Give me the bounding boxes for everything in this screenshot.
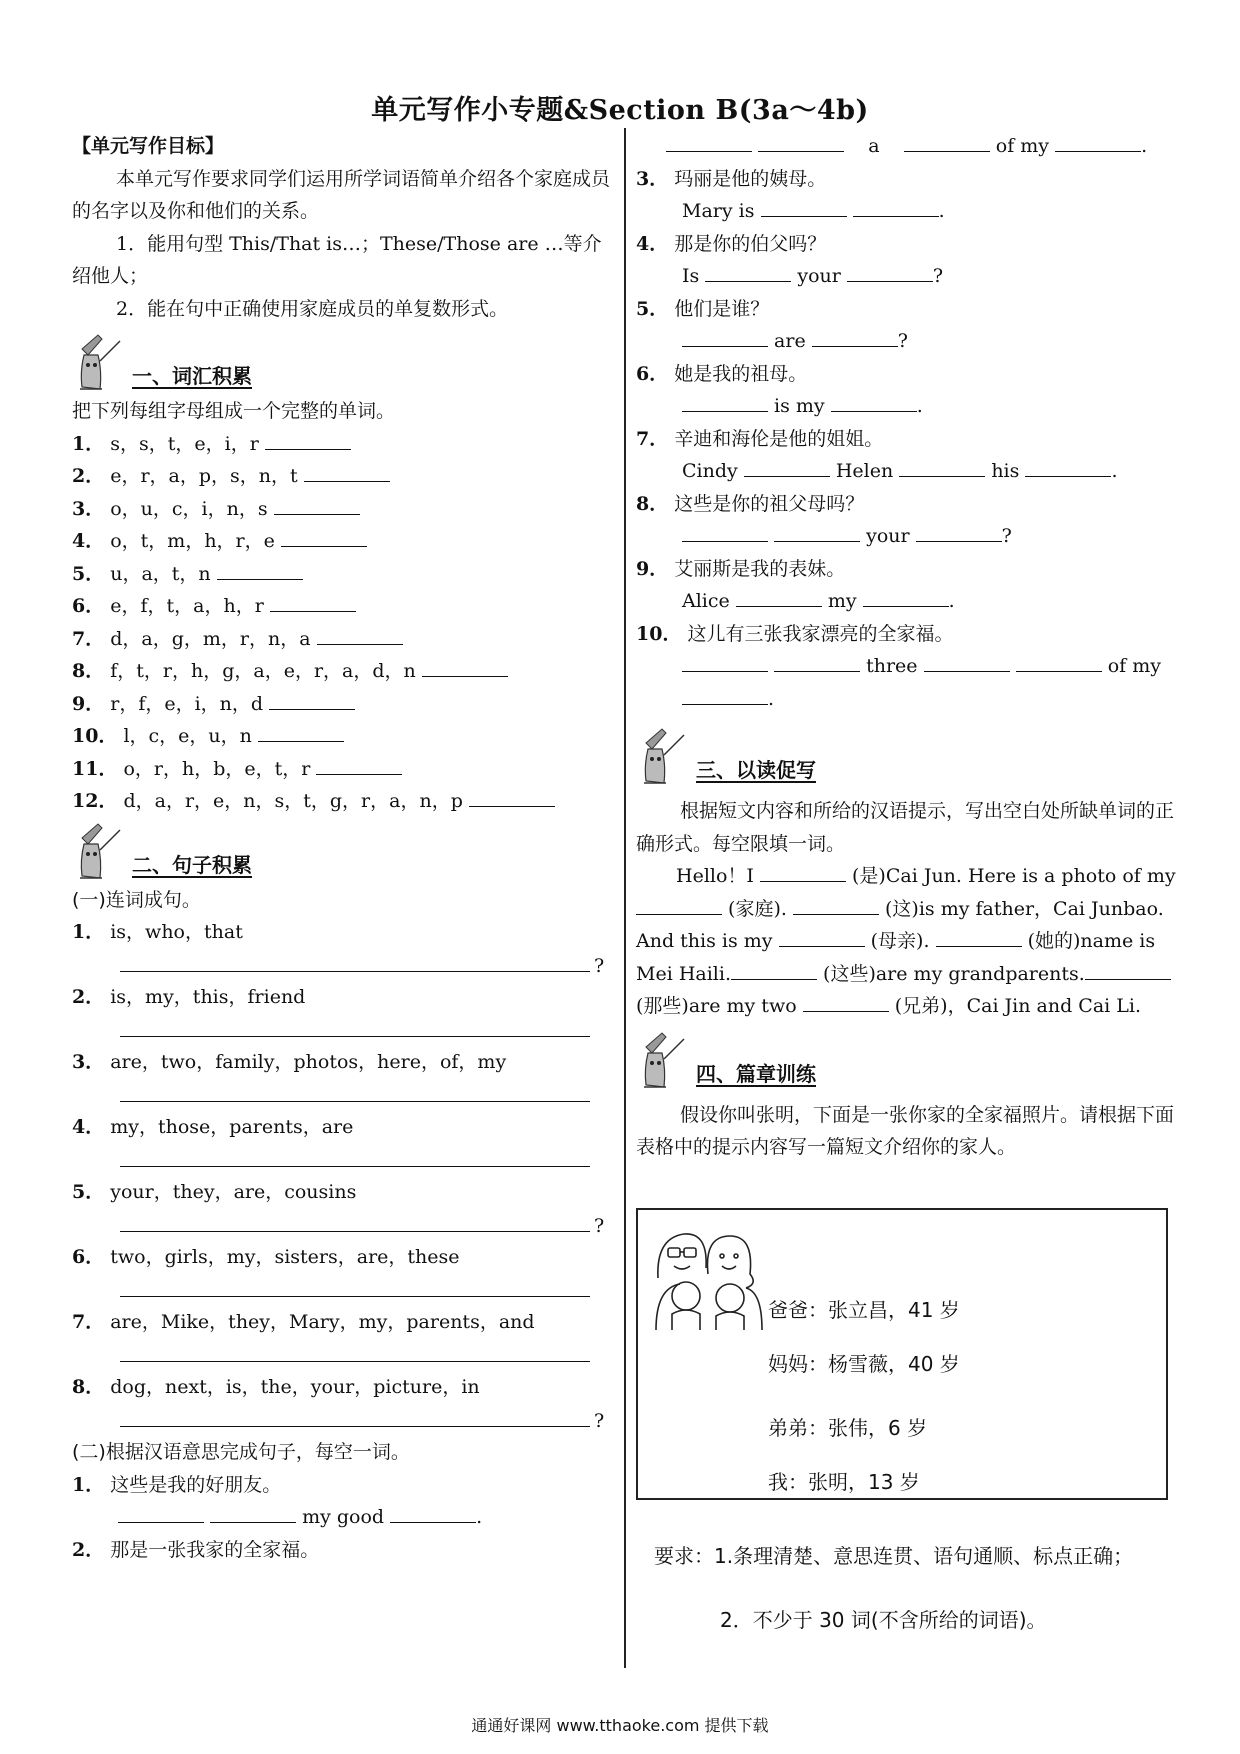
word-order-item: 7． are，Mike，they，Mary，my，parents，and [72, 1311, 535, 1333]
answer-blank[interactable] [666, 131, 752, 152]
part2-title: (二)根据汉语意思完成句子，每空一词。 [72, 1441, 410, 1463]
vocab-item: 5． u，a，t，n [72, 558, 612, 591]
answer-blank[interactable] [682, 326, 768, 347]
translation-item-7: 7． 辛迪和海伦是他的姐姐。 [636, 427, 884, 450]
translation-answer-5: are ? [636, 325, 1176, 358]
writing-instruction: 假设你叫张明，下面是一张你家的全家福照片。请根据下面表格中的提示内容写一篇短文介绍你的家人。 [636, 1103, 1175, 1158]
column-divider [624, 128, 626, 1668]
answer-blank[interactable] [269, 689, 355, 710]
answer-line[interactable] [120, 1079, 590, 1102]
answer-blank[interactable] [936, 926, 1022, 947]
answer-blank[interactable] [847, 261, 933, 282]
answer-blank[interactable] [682, 391, 768, 412]
pencil-mascot-icon [636, 1029, 688, 1093]
vocab-item: 11． o，r，h，b，e，t，r [72, 753, 612, 786]
answer-blank[interactable] [731, 959, 817, 980]
word-order-answer [72, 1079, 612, 1112]
requirement-1: 要求：1.条理清楚、意思连贯、语句通顺、标点正确； [654, 1544, 1134, 1568]
answer-blank[interactable] [469, 786, 555, 807]
answer-blank[interactable] [682, 521, 768, 542]
answer-blank[interactable] [863, 586, 949, 607]
word-order-item: 5． your，they，are，cousins [72, 1181, 357, 1203]
translation-item-5: 5． 他们是谁？ [636, 297, 770, 320]
reading-line-5: (那些)are my two (兄弟)，Cai Jin and Cai Li. [636, 990, 1176, 1023]
answer-blank[interactable] [853, 196, 939, 217]
reading-line-2: (家庭). (这)is my father，Cai Junbao. [636, 893, 1176, 926]
answer-blank[interactable] [916, 521, 1002, 542]
answer-blank[interactable] [304, 461, 390, 482]
writing-heading: 四、篇章训练 [696, 1061, 816, 1086]
writing-section-header [636, 1029, 1176, 1093]
answer-blank[interactable] [924, 651, 1010, 672]
word-order-item: 4． my，those，parents，are [72, 1116, 354, 1138]
translation-answer-10-cont: . [636, 683, 1176, 716]
family-member-father: 爸爸：张立昌，41 岁 [768, 1298, 960, 1322]
translation-answer-7: Cindy Helen his . [636, 455, 1176, 488]
reading-heading: 三、以读促写 [696, 758, 816, 782]
vocab-section-header [72, 331, 612, 395]
translation-answer-3: Mary is . [636, 195, 1176, 228]
answer-blank[interactable] [1055, 131, 1141, 152]
translation-answer-8: your ? [636, 520, 1176, 553]
answer-blank[interactable] [1025, 456, 1111, 477]
vocab-item: 6． e，f，t，a，h，r [72, 590, 612, 623]
goal-item-1: 1．能用句型 This/That is…；These/Those are …等介绍他人； [72, 232, 602, 287]
word-order-answer [72, 1014, 612, 1047]
answer-blank[interactable] [265, 429, 351, 450]
answer-blank[interactable] [390, 1502, 476, 1523]
answer-blank[interactable] [812, 326, 898, 347]
translation-item-10: 10． 这儿有三张我家漂亮的全家福。 [636, 622, 954, 645]
answer-blank[interactable] [281, 526, 367, 547]
translation-item-6: 6． 她是我的祖母。 [636, 362, 808, 385]
vocab-item: 10． l，c，e，u，n [72, 720, 612, 753]
vocab-item: 12． d，a，r，e，n，s，t，g，r，a，n，p [72, 785, 612, 818]
sentences-heading: 二、句子积累 [132, 852, 252, 877]
answer-blank[interactable] [904, 131, 990, 152]
translation-answer-10: three of my [636, 650, 1176, 683]
word-order-item: 6． two，girls，my，sisters，are，these [72, 1246, 460, 1268]
vocab-item: 4． o，t，m，h，r，e [72, 525, 612, 558]
answer-blank[interactable] [210, 1502, 296, 1523]
answer-blank[interactable] [761, 196, 847, 217]
family-member-me: 我：张明，13 岁 [768, 1470, 920, 1494]
vocab-item: 8． f，t，r，h，g，a，e，r，a，d，n [72, 655, 612, 688]
answer-line[interactable] [120, 1404, 590, 1427]
translation-item-2: 2． 那是一张我家的全家福。 [72, 1538, 320, 1561]
answer-line[interactable] [120, 949, 590, 972]
answer-blank[interactable] [831, 391, 917, 412]
pencil-mascot-icon [72, 331, 124, 395]
answer-blank[interactable] [793, 894, 879, 915]
reading-line-4: Mei Haili. (这些)are my grandparents. [636, 958, 1176, 991]
word-order-list [72, 916, 612, 1436]
word-order-answer [72, 1339, 612, 1372]
vocab-item: 9． r，f，e，i，n，d [72, 688, 612, 721]
word-order-answer: ? [72, 1209, 612, 1242]
page-title: 单元写作小专题&Section B(3a～4b) [371, 95, 869, 126]
translation-item-1: 1． 这些是我的好朋友。 [72, 1473, 282, 1496]
answer-blank[interactable] [803, 991, 889, 1012]
translation-answer-1: my good . [72, 1501, 612, 1534]
answer-blank[interactable] [217, 559, 303, 580]
vocab-heading: 一、词汇积累 [132, 364, 252, 388]
footer: 通通好课网 www.tthaoke.com 提供下载 [471, 1716, 769, 1735]
answer-blank[interactable] [422, 656, 508, 677]
vocab-list [72, 428, 612, 818]
vocab-item: 7． d，a，g，m，r，n，a [72, 623, 612, 656]
word-order-answer: ? [72, 949, 612, 982]
answer-line[interactable] [120, 1144, 590, 1167]
answer-blank[interactable] [682, 684, 768, 705]
vocab-item: 2． e，r，a，p，s，n，t [72, 460, 612, 493]
answer-blank[interactable] [258, 721, 344, 742]
vocab-item: 3． o，u，c，i，n，s [72, 493, 612, 526]
translation-item-9: 9． 艾丽斯是我的表妹。 [636, 557, 846, 580]
translation-answer-6: is my . [636, 390, 1176, 423]
answer-blank[interactable] [779, 926, 865, 947]
translation-answer-2: a of my . [636, 130, 1176, 163]
word-order-answer: ? [72, 1404, 612, 1437]
answer-blank[interactable] [1085, 959, 1171, 980]
goal-item-2: 2．能在句中正确使用家庭成员的单复数形式。 [116, 297, 509, 320]
reading-instruction: 根据短文内容和所给的汉语提示，写出空白处所缺单词的正确形式。每空限填一词。 [636, 800, 1175, 855]
answer-blank[interactable] [736, 586, 822, 607]
sentences-section-header [72, 820, 612, 884]
translation-answer-9: Alice my . [636, 585, 1176, 618]
requirement-2: 2．不少于 30 词(不含所给的词语)。 [720, 1608, 1047, 1632]
family-member-brother: 弟弟：张伟，6 岁 [768, 1416, 928, 1440]
answer-blank[interactable] [118, 1502, 204, 1523]
answer-line[interactable] [120, 1339, 590, 1362]
answer-blank[interactable] [744, 456, 830, 477]
word-order-item: 8． dog，next，is，the，your，picture，in [72, 1376, 480, 1398]
answer-line[interactable] [120, 1274, 590, 1297]
family-info-box [636, 1208, 1168, 1500]
word-order-item: 1． is，who，that [72, 921, 243, 943]
part1-title: (一)连词成句。 [72, 888, 201, 911]
goals-intro: 本单元写作要求同学们运用所学词语简单介绍各个家庭成员的名字以及你和他们的关系。 [72, 167, 611, 222]
pencil-mascot-icon [72, 820, 124, 884]
translation-answer-4: Is your ? [636, 260, 1176, 293]
translation-item-8: 8． 这些是你的祖父母吗？ [636, 492, 865, 515]
answer-blank[interactable] [774, 651, 860, 672]
answer-line[interactable] [120, 1209, 590, 1232]
translation-item-3: 3． 玛丽是他的姨母。 [636, 167, 827, 190]
family-member-mother: 妈妈：杨雪薇，40 岁 [768, 1352, 960, 1376]
answer-blank[interactable] [636, 894, 722, 915]
answer-blank[interactable] [270, 591, 356, 612]
vocab-item: 1． s，s，t，e，i，r [72, 428, 612, 461]
word-order-answer [72, 1274, 612, 1307]
answer-blank[interactable] [899, 456, 985, 477]
translation-item-4: 4． 那是你的伯父吗？ [636, 232, 827, 255]
word-order-item: 3． are，two，family，photos，here，of，my [72, 1051, 507, 1073]
answer-blank[interactable] [316, 754, 402, 775]
word-order-item: 2． is，my，this，friend [72, 986, 306, 1008]
answer-blank[interactable] [1016, 651, 1102, 672]
word-order-answer [72, 1144, 612, 1177]
answer-blank[interactable] [274, 494, 360, 515]
answer-blank[interactable] [682, 651, 768, 672]
family-photo-icon [650, 1218, 768, 1334]
answer-line[interactable] [120, 1014, 590, 1037]
right-column [636, 130, 1176, 1164]
pencil-mascot-icon [636, 725, 688, 789]
answer-blank[interactable] [758, 131, 844, 152]
vocab-instruction: 把下列每组字母组成一个完整的单词。 [72, 400, 396, 422]
answer-blank[interactable] [774, 521, 860, 542]
answer-blank[interactable] [705, 261, 791, 282]
answer-blank[interactable] [317, 624, 403, 645]
reading-section-header [636, 725, 1176, 789]
reading-line-1: Hello！I (是)Cai Jun. Here is a photo of my [636, 860, 1176, 893]
left-column [72, 130, 612, 1566]
answer-blank[interactable] [760, 861, 846, 882]
reading-line-3: And this is my (母亲). (她的)name is [636, 925, 1176, 958]
goals-heading: 【单元写作目标】 [72, 135, 225, 157]
